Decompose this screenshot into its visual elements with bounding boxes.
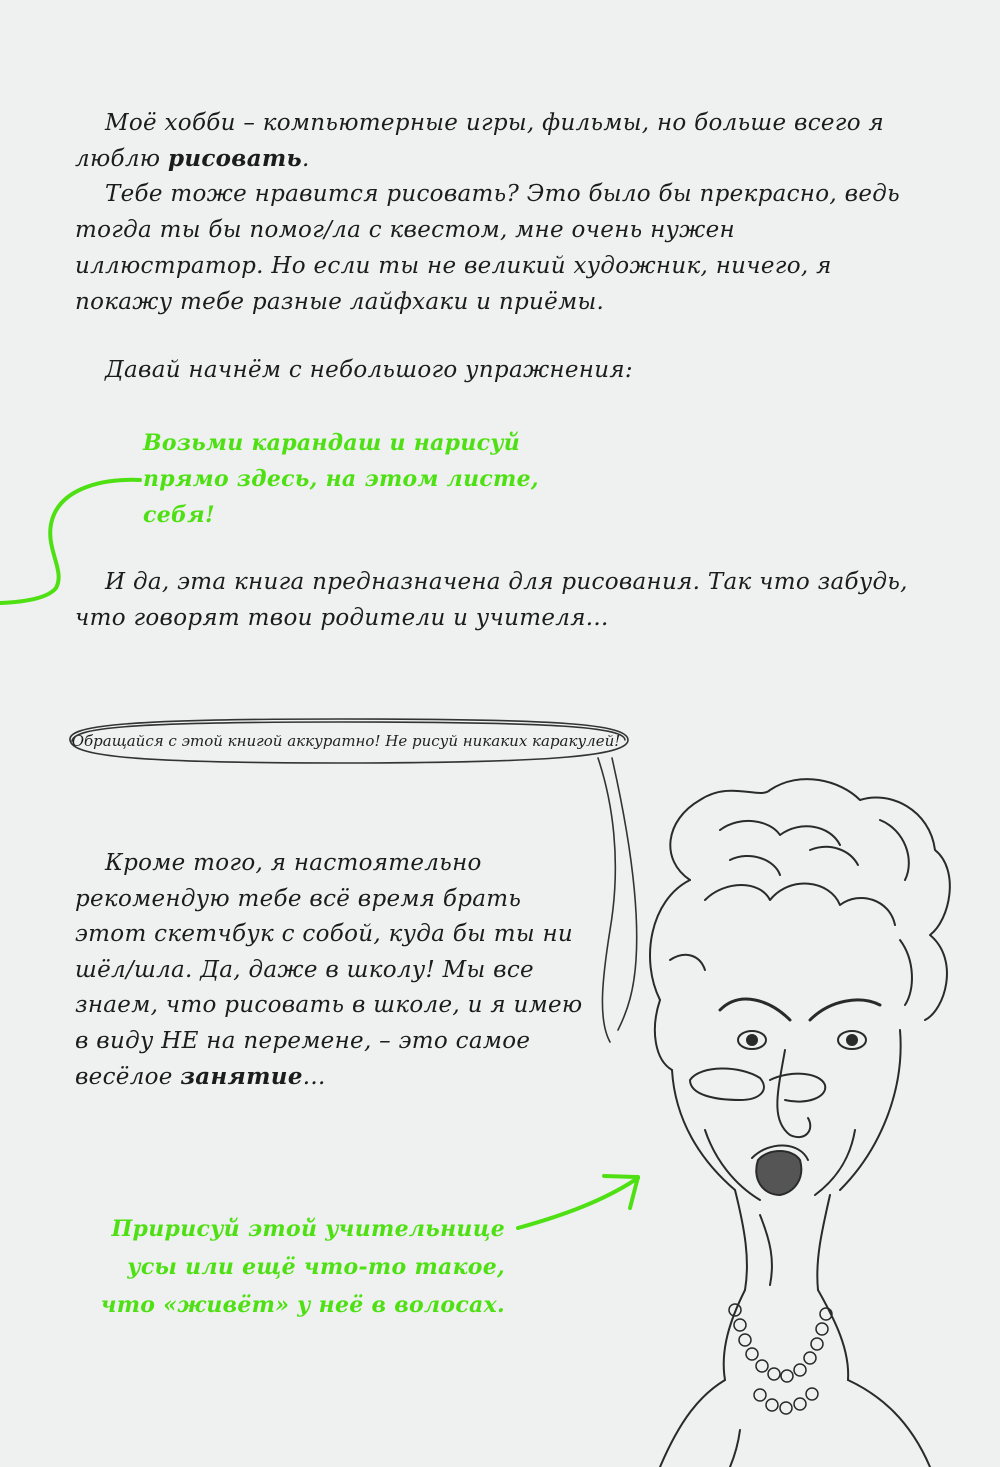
paragraph-sketchbook-text: Кроме того, я настоятельно рекомендую тебе всё время брать этот скетчбук с собой, куда бы ты ни шёл/шла. Да, даже в школу! Мы все знаем, что рисовать в школе, и я имею в виду НЕ на перемене, – это самое весёлое [75,850,583,1090]
green-arrow [518,1176,638,1228]
paragraph-book-purpose: И да, эта книга предназначена для рисования. Так что забудь, что говорят твои родители и учителя... [75,569,908,631]
speech-bubble [70,719,637,1042]
paragraph-sketchbook-end: ... [302,1064,326,1090]
tip-draw-on-teacher: Пририсуй этой учительнице усы или ещё что-то такое, что «живёт» у неё в волосах. [100,1216,505,1318]
paragraph-hobby-text: Моё хобби – компьютерные игры, фильмы, но больше всего я люблю [75,110,885,172]
necklace-beads [729,1304,832,1414]
paragraph-sketchbook-bold: занятие [180,1063,303,1090]
teacher-caricature [650,779,950,1467]
speech-bubble-text: Обращайся с этой книгой аккуратно! Не рисуй никаких каракулей! [71,732,621,750]
paragraph-exercise: Давай начнём с небольшого упражнения: [105,357,633,383]
tip-draw-yourself: Возьми карандаш и нарисуй прямо здесь, на этом листе, себя! [143,430,539,528]
paragraph-hobby-bold: рисовать [167,145,303,172]
green-curve-decoration [0,480,140,603]
paragraph-drawing: Тебе тоже нравится рисовать? Это было бы прекрасно, ведь тогда ты бы помог/ла с квестом, мне очень нужен иллюстратор. Но если ты не великий художник, ничего, я покажу тебе разные лайфхаки и приёмы. [75,181,900,315]
paragraph-hobby-end: . [302,146,310,172]
